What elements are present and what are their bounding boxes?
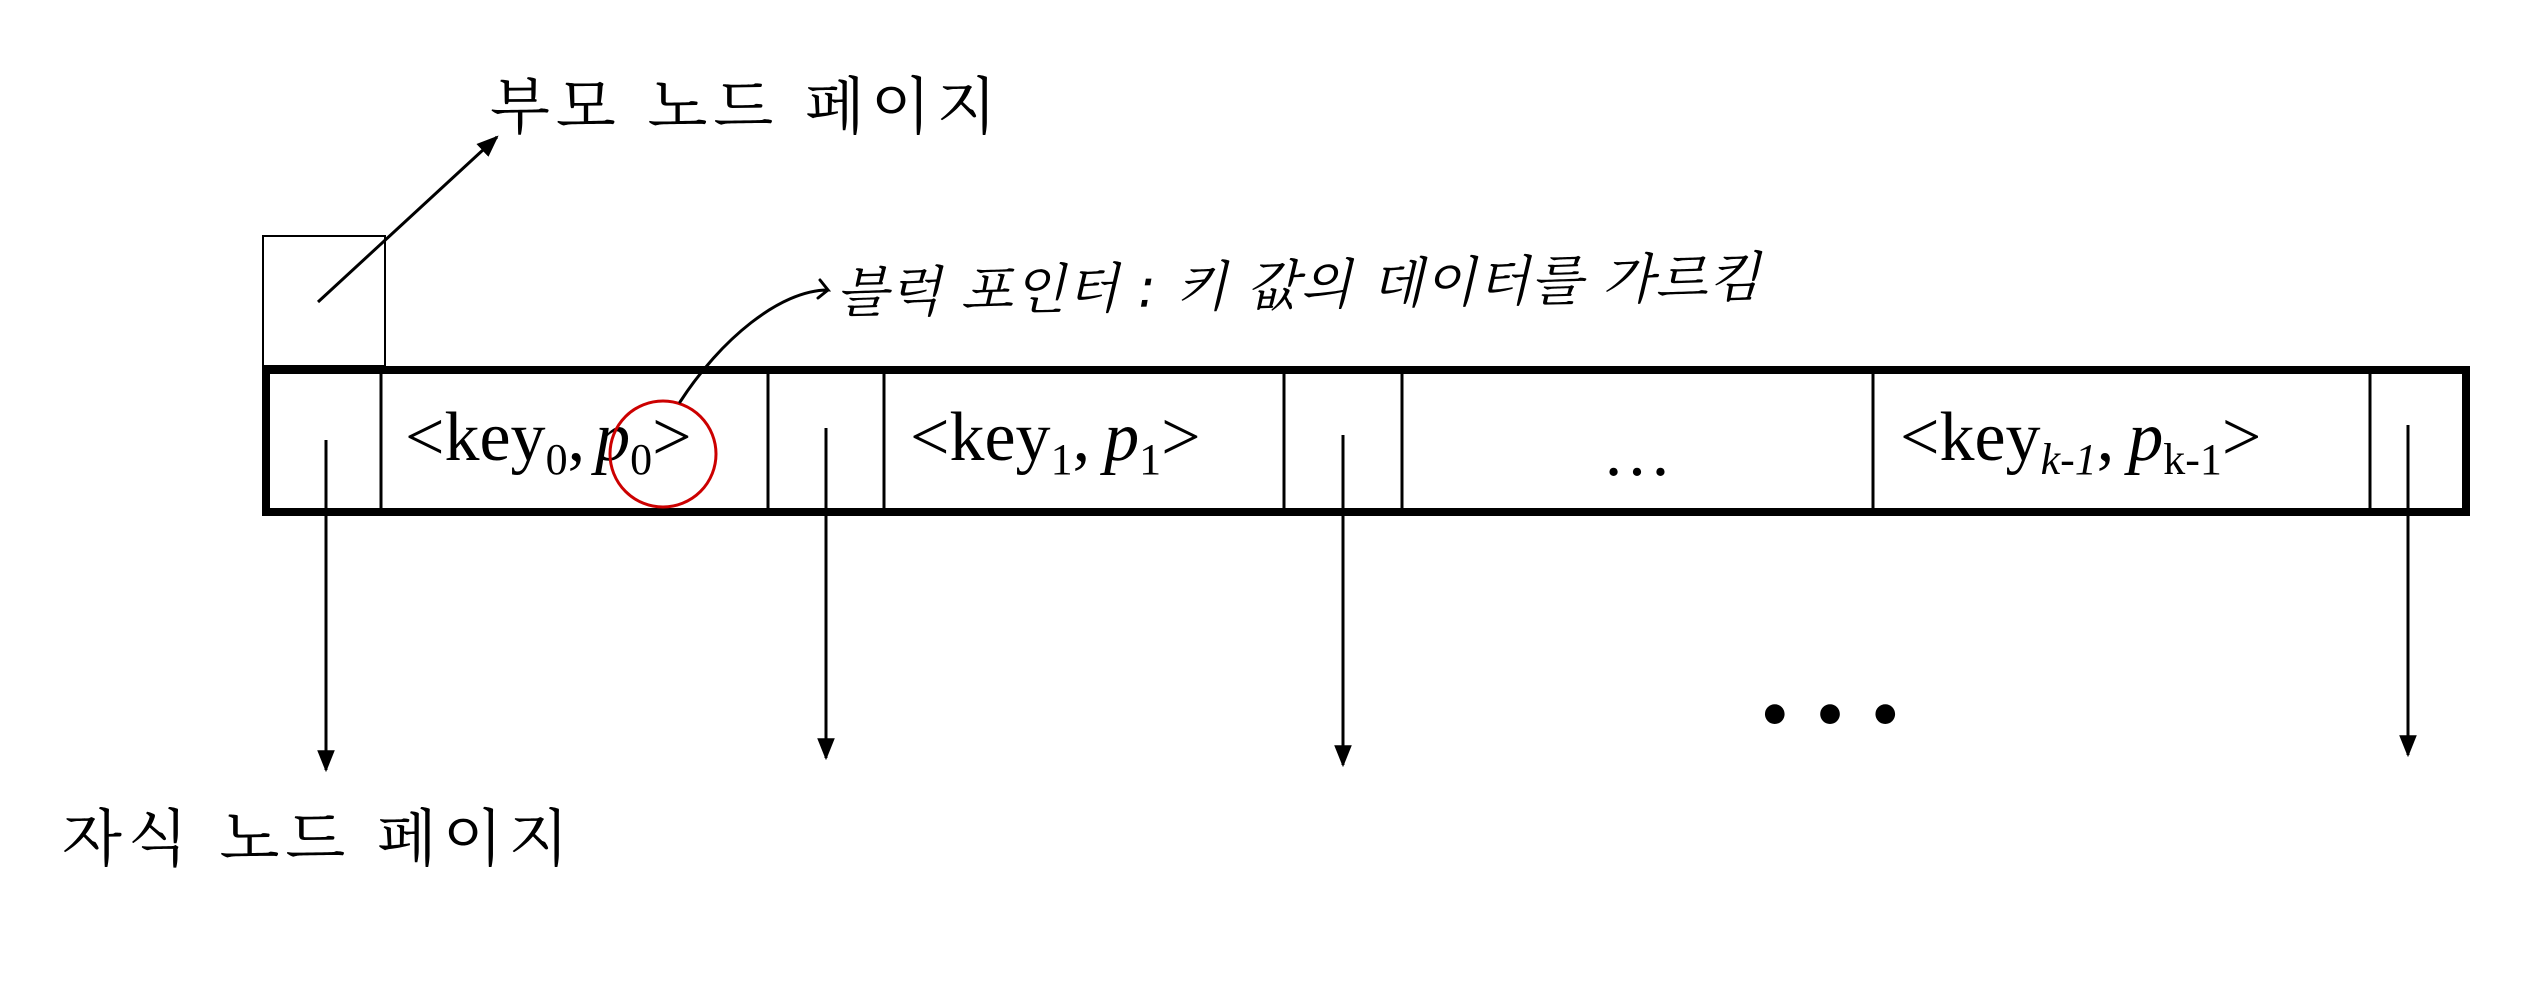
entry-1: <key$_1$, $p_1>$ bbox=[910, 399, 1201, 484]
entry-k-1: <key$_{k-1}$, $p_{k-1}>$ bbox=[1900, 399, 2262, 484]
children-ellipsis: • • • bbox=[1756, 684, 1904, 749]
child-page-label: 자식 노드 페이지 bbox=[62, 802, 575, 875]
block-pointer-annotation: 블럭 포인터 : 키 값의 데이터를 가르킴 bbox=[835, 245, 1762, 325]
parent-page-label: 부모 노드 페이지 bbox=[490, 70, 1003, 143]
annotation-arrow bbox=[680, 280, 828, 402]
middle-ellipsis: … bbox=[1602, 414, 1672, 491]
parent-pointer-arrow bbox=[318, 137, 497, 302]
entry-0: <key$_0$, $p_0>$ bbox=[405, 399, 692, 484]
